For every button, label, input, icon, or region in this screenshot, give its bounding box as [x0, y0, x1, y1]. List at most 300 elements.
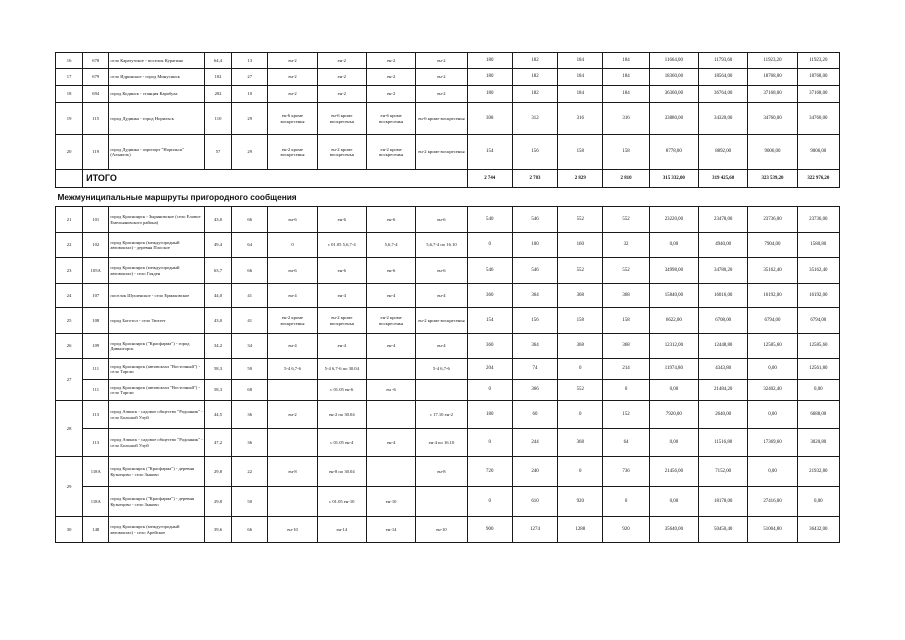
cell-d1: ен-2 кроме воскресенья	[268, 308, 317, 334]
cell-d4: ен-4	[416, 334, 467, 359]
cell-d4	[416, 487, 467, 517]
cell-v1: 6622,00	[649, 308, 698, 334]
cell-r4: 920	[603, 517, 649, 543]
cell-d1: ен-6 кроме воскресенья	[268, 103, 317, 135]
table-row	[56, 86, 840, 103]
cell-r1: 900	[467, 517, 512, 543]
cell-r3: 160	[558, 233, 603, 258]
cell-v1: 33880,00	[649, 103, 698, 135]
cell-v3: 16192,00	[748, 284, 797, 308]
cell-r3: 0	[558, 457, 603, 487]
cell-time: 29	[232, 135, 268, 170]
cell-d2: с 01.05 ен-4	[317, 429, 366, 457]
cell-code: 111	[83, 380, 109, 401]
cell-v1: 34998,00	[649, 258, 698, 284]
table-row	[56, 401, 840, 429]
cell-v2: 7152,00	[699, 457, 748, 487]
cell-d2: ен-4	[317, 284, 366, 308]
cell-r4: 368	[603, 334, 649, 359]
cell-v3: 7904,00	[748, 233, 797, 258]
cell-d3: ен-6	[366, 258, 415, 284]
cell-route: город Красноярск (междугородный автовокзал) - село Гляден	[109, 258, 205, 284]
cell-v3: 12585,60	[748, 334, 797, 359]
cell-r4: 0	[603, 380, 649, 401]
cell-d1: 5-4 6,7-6	[268, 359, 317, 380]
cell-r4: 64	[603, 429, 649, 457]
cell-r2: 312	[512, 103, 557, 135]
cell-n: 26	[56, 334, 83, 359]
cell-r2: 610	[512, 487, 557, 517]
cell-len: 29,8	[204, 457, 231, 487]
cell-r1: 0	[467, 233, 512, 258]
cell-r1: 0	[467, 380, 512, 401]
cell-v1: 21456,00	[649, 457, 698, 487]
cell-time: 66	[232, 207, 268, 233]
cell-v2: 21484,20	[699, 380, 748, 401]
cell-d2: ен-6	[317, 258, 366, 284]
cell-r1: 204	[467, 359, 512, 380]
cell-d3: ен-6	[366, 207, 415, 233]
cell-d4: ен-2	[416, 53, 467, 69]
cell-d4: ен-2 кроме воскресенья	[416, 135, 467, 170]
cell-len: 58,3	[204, 380, 231, 401]
cell-d3: ен -6	[366, 380, 415, 401]
cell-r1: 154	[467, 308, 512, 334]
cell-v4: 12561,80	[797, 359, 839, 380]
cell-r3: 552	[558, 380, 603, 401]
cell-d3: ен-14	[366, 517, 415, 543]
itogo-r4: 2 810	[603, 170, 649, 188]
cell-n: 16	[56, 53, 83, 69]
cell-r2: 182	[512, 86, 557, 103]
cell-n: 27	[56, 359, 83, 401]
cell-d2: ен-2 кроме воскресенья	[317, 135, 366, 170]
cell-d4: ен-6	[416, 207, 467, 233]
cell-d2: ен-4	[317, 334, 366, 359]
cell-v2: 18564,00	[699, 69, 748, 86]
cell-d2: 5-4 6,7-6 по 30.04	[317, 359, 366, 380]
cell-len: 44,5	[204, 401, 231, 429]
cell-d4: ен-6 кроме воскресенья	[416, 103, 467, 135]
cell-d2: ен-2 по 30.04	[317, 401, 366, 429]
cell-v4: 37168,00	[797, 86, 839, 103]
cell-v1: 8778,00	[649, 135, 698, 170]
cell-n: 23	[56, 258, 83, 284]
cell-route: город Ачинск - садовое общество "Родонник" - село Большой Улуй	[109, 401, 205, 429]
cell-r1: 180	[467, 69, 512, 86]
cell-r4: 158	[603, 308, 649, 334]
cell-r1: 546	[467, 258, 512, 284]
table-row	[56, 53, 840, 69]
cell-code: 101	[83, 207, 109, 233]
cell-r2: 156	[512, 308, 557, 334]
cell-r3: 184	[558, 53, 603, 69]
cell-n: 24	[56, 284, 83, 308]
cell-r4: 552	[603, 258, 649, 284]
cell-time: 41	[232, 308, 268, 334]
itogo-row	[56, 170, 840, 188]
cell-r1: 0	[467, 429, 512, 457]
cell-v3: 17369,60	[748, 429, 797, 457]
cell-route: город Боготол - село Тюхтет	[109, 308, 205, 334]
cell-d2: с 01.05 5,6,7-4	[317, 233, 366, 258]
cell-code: 102	[83, 233, 109, 258]
cell-v4: 3020,80	[797, 429, 839, 457]
cell-v4: 9006,00	[797, 135, 839, 170]
cell-d4: с 17.10 ен-2	[416, 401, 467, 429]
cell-v4: 6794,00	[797, 308, 839, 334]
cell-v3: 51004,80	[748, 517, 797, 543]
section-header-row	[56, 188, 840, 207]
cell-v2: 4343,80	[699, 359, 748, 380]
cell-r1: 180	[467, 401, 512, 429]
cell-r3: 920	[558, 487, 603, 517]
cell-v3: 0,00	[748, 457, 797, 487]
cell-d3	[366, 401, 415, 429]
cell-r2: 364	[512, 284, 557, 308]
cell-v2: 4940,00	[699, 233, 748, 258]
cell-r1: 360	[467, 284, 512, 308]
cell-r1: 180	[467, 86, 512, 103]
table-row	[56, 359, 840, 380]
cell-v2: 12448,80	[699, 334, 748, 359]
cell-d4: ен-6	[416, 258, 467, 284]
cell-r4: 32	[603, 233, 649, 258]
cell-r3: 158	[558, 135, 603, 170]
cell-r1: 308	[467, 103, 512, 135]
cell-len: 102	[204, 69, 231, 86]
cell-r3: 316	[558, 103, 603, 135]
cell-r3: 552	[558, 207, 603, 233]
cell-v3: 0,00	[748, 401, 797, 429]
cell-d3: ен-4	[366, 334, 415, 359]
cell-v2: 2640,00	[699, 401, 748, 429]
cell-d2: ен-2 кроме воскресенья	[317, 308, 366, 334]
cell-time: 41	[232, 284, 268, 308]
cell-d2: с 01.05 ен-10	[317, 487, 366, 517]
cell-d4: ен-8	[416, 457, 467, 487]
cell-r3: 158	[558, 308, 603, 334]
cell-n: 25	[56, 308, 83, 334]
cell-v3: 35162,40	[748, 258, 797, 284]
cell-code: 119	[83, 135, 109, 170]
cell-d3: ен-6 кроме воскресенья	[366, 103, 415, 135]
cell-d3: ен-2	[366, 69, 415, 86]
cell-d2: ен-6 кроме воскресенья	[317, 103, 366, 135]
cell-r3: 0	[558, 401, 603, 429]
cell-d2: ен-6	[317, 207, 366, 233]
cell-d3	[366, 359, 415, 380]
table-row	[56, 284, 840, 308]
cell-d1: ен-2	[268, 53, 317, 69]
cell-d2: с 01.05 ен-6	[317, 380, 366, 401]
table-row	[56, 308, 840, 334]
cell-d2: ен-14	[317, 517, 366, 543]
cell-len: 43,0	[204, 207, 231, 233]
cell-r3: 368	[558, 429, 603, 457]
cell-len: 43,0	[204, 308, 231, 334]
cell-v1: 23220,00	[649, 207, 698, 233]
cell-d2: ен-2	[317, 86, 366, 103]
cell-time: 50	[232, 359, 268, 380]
itogo-body	[56, 170, 840, 207]
cell-r4: 158	[603, 135, 649, 170]
cell-d2: ен-2	[317, 53, 366, 69]
cell-v4: 12585,60	[797, 334, 839, 359]
cell-time: 36	[232, 429, 268, 457]
cell-v1: 0,00	[649, 487, 698, 517]
cell-v1: 11974,80	[649, 359, 698, 380]
itogo-label: ИТОГО	[83, 170, 467, 188]
cell-v2: 36764,00	[699, 86, 748, 103]
table-row	[56, 487, 840, 517]
cell-r1: 720	[467, 457, 512, 487]
cell-r4: 736	[603, 457, 649, 487]
cell-d1: ен-2	[268, 69, 317, 86]
cell-v4: 0,00	[797, 487, 839, 517]
cell-n: 30	[56, 517, 83, 543]
cell-code: 118А	[83, 487, 109, 517]
cell-len: 49,4	[204, 233, 231, 258]
itogo-v1: 315 332,00	[649, 170, 698, 188]
cell-v1: 7920,00	[649, 401, 698, 429]
cell-route: город Красноярск (междугородный автовокзал) - деревня Плоское	[109, 233, 205, 258]
cell-v4: 18768,00	[797, 69, 839, 86]
cell-d1: ен-2	[268, 86, 317, 103]
cell-code: 111	[83, 359, 109, 380]
cell-r4: 368	[603, 284, 649, 308]
section-title: Межмуниципальные маршруты пригородного сообщения	[56, 188, 840, 207]
cell-v2: 18178,00	[699, 487, 748, 517]
cell-v4: 1580,80	[797, 233, 839, 258]
cell-v4: 21932,80	[797, 457, 839, 487]
cell-d4: ен-4 по 16.10	[416, 429, 467, 457]
itogo-v3: 323 539,20	[748, 170, 797, 188]
cell-route: поселок Шушенское - село Ермаковское	[109, 284, 205, 308]
routes-table	[55, 52, 840, 543]
cell-d1: ен-6	[268, 207, 317, 233]
cell-code: 679	[83, 69, 109, 86]
cell-code: 107	[83, 284, 109, 308]
table-row	[56, 380, 840, 401]
cell-v2: 6708,00	[699, 308, 748, 334]
cell-n: 28	[56, 401, 83, 457]
cell-v3: 18768,00	[748, 69, 797, 86]
cell-len: 64,4	[204, 53, 231, 69]
cell-code: 108	[83, 308, 109, 334]
cell-time: 50	[232, 487, 268, 517]
cell-d1: 0	[268, 233, 317, 258]
cell-r2: 1274	[512, 517, 557, 543]
group1-body	[56, 53, 840, 170]
cell-v2: 11793,60	[699, 53, 748, 69]
cell-r4: 316	[603, 103, 649, 135]
cell-d4	[416, 380, 467, 401]
cell-v3: 11923,20	[748, 53, 797, 69]
table-row	[56, 69, 840, 86]
cell-r4: 184	[603, 53, 649, 69]
cell-time: 64	[232, 233, 268, 258]
cell-v1: 15840,00	[649, 284, 698, 308]
cell-code: 113	[83, 429, 109, 457]
table-row	[56, 429, 840, 457]
cell-route: город Красноярск (автовокзал "Восточный") - село Таргаи	[109, 380, 205, 401]
table-row	[56, 457, 840, 487]
cell-d4: 5-4 6,7-6	[416, 359, 467, 380]
cell-time: 22	[232, 457, 268, 487]
cell-route: село Каратузское - поселок Курагино	[109, 53, 205, 69]
cell-r2: 60	[512, 401, 557, 429]
cell-r2: 364	[512, 334, 557, 359]
cell-v1: 36360,00	[649, 86, 698, 103]
cell-d1	[268, 429, 317, 457]
cell-code: 105А	[83, 258, 109, 284]
cell-time: 27	[232, 69, 268, 86]
cell-d4: ен-4	[416, 284, 467, 308]
cell-v3: 0,00	[748, 359, 797, 380]
cell-r2: 546	[512, 207, 557, 233]
cell-code: 118А	[83, 457, 109, 487]
itogo-r1: 2 744	[467, 170, 512, 188]
cell-len: 63,7	[204, 258, 231, 284]
cell-len: 34,2	[204, 334, 231, 359]
cell-v3: 34760,00	[748, 103, 797, 135]
cell-r1: 0	[467, 487, 512, 517]
cell-d1: ен-10	[268, 517, 317, 543]
cell-r4: 184	[603, 69, 649, 86]
cell-v4: 11923,20	[797, 53, 839, 69]
cell-route: город Красноярск (междугородный автовокзал) - село Арейское	[109, 517, 205, 543]
cell-code: 678	[83, 53, 109, 69]
cell-d4: 5,6,7-4 по 16.10	[416, 233, 467, 258]
table-row	[56, 334, 840, 359]
cell-r3: 1288	[558, 517, 603, 543]
cell-v3: 27416,00	[748, 487, 797, 517]
cell-route: город Красноярск ("Красфарма") - город Дивногорск	[109, 334, 205, 359]
itogo-r2: 2 783	[512, 170, 557, 188]
cell-route: город Красноярск ("Красфарма") - деревня Кузнецово - село Зыково	[109, 457, 205, 487]
table-row	[56, 258, 840, 284]
cell-r2: 156	[512, 135, 557, 170]
cell-d3: ен-4	[366, 429, 415, 457]
cell-r2: 100	[512, 233, 557, 258]
cell-route: город Кодинск - станция Карабула	[109, 86, 205, 103]
cell-v1: 12312,00	[649, 334, 698, 359]
cell-route: город Красноярск - Зыряновское (село Еловое Емельяновского района)	[109, 207, 205, 233]
cell-route: село Идринское - город Минусинск	[109, 69, 205, 86]
cell-time: 34	[232, 334, 268, 359]
cell-code: 109	[83, 334, 109, 359]
cell-len: 110	[204, 103, 231, 135]
cell-r2: 182	[512, 69, 557, 86]
cell-v2: 16016,00	[699, 284, 748, 308]
cell-d3: 5,6,7-4	[366, 233, 415, 258]
cell-v2: 11516,80	[699, 429, 748, 457]
cell-r1: 540	[467, 207, 512, 233]
cell-r1: 360	[467, 334, 512, 359]
cell-time: 36	[232, 401, 268, 429]
cell-d4: ен-2	[416, 69, 467, 86]
cell-v4: 35162,40	[797, 258, 839, 284]
cell-r3: 368	[558, 334, 603, 359]
cell-len: 39,6	[204, 517, 231, 543]
cell-d3: ен-2 кроме воскресенья	[366, 135, 415, 170]
cell-route: город Красноярск (автовокзал "Восточный") - село Таргаи	[109, 359, 205, 380]
cell-v1: 18360,00	[649, 69, 698, 86]
cell-r4: 0	[603, 487, 649, 517]
cell-r1: 154	[467, 135, 512, 170]
cell-v2: 8892,00	[699, 135, 748, 170]
cell-d1: ен-4	[268, 334, 317, 359]
cell-time: 10	[232, 86, 268, 103]
cell-r4: 152	[603, 401, 649, 429]
cell-r2: 366	[512, 380, 557, 401]
cell-d3: ен-10	[366, 487, 415, 517]
cell-time: 66	[232, 517, 268, 543]
itogo-v4: 322 976,20	[797, 170, 839, 188]
cell-v3: 6794,00	[748, 308, 797, 334]
cell-v2: 50450,40	[699, 517, 748, 543]
cell-time: 13	[232, 53, 268, 69]
cell-r3: 552	[558, 258, 603, 284]
cell-n: 21	[56, 207, 83, 233]
cell-code: 113	[83, 401, 109, 429]
group2-body	[56, 207, 840, 543]
cell-route: город Красноярск ("Красфарма") - деревня Кузнецово - село Зыково	[109, 487, 205, 517]
cell-d1	[268, 487, 317, 517]
cell-code: 115	[83, 103, 109, 135]
cell-d1: ен-6	[268, 258, 317, 284]
cell-v4: 23736,00	[797, 207, 839, 233]
itogo-v2: 319 425,60	[699, 170, 748, 188]
cell-time: 29	[232, 103, 268, 135]
cell-r4: 214	[603, 359, 649, 380]
cell-d4: ен-2	[416, 86, 467, 103]
cell-code: 694	[83, 86, 109, 103]
cell-v3: 37168,00	[748, 86, 797, 103]
cell-time: 68	[232, 380, 268, 401]
document-page	[55, 52, 840, 543]
cell-len: 29,8	[204, 487, 231, 517]
cell-n: 18	[56, 86, 83, 103]
table-row	[56, 517, 840, 543]
cell-d1: ен-2 кроме воскресенья	[268, 135, 317, 170]
cell-r3: 0	[558, 359, 603, 380]
cell-d3: ен-4	[366, 284, 415, 308]
cell-v1: 11664,00	[649, 53, 698, 69]
table-row	[56, 135, 840, 170]
cell-r3: 368	[558, 284, 603, 308]
cell-r2: 546	[512, 258, 557, 284]
table-row	[56, 207, 840, 233]
table-row	[56, 233, 840, 258]
cell-len: 44,0	[204, 284, 231, 308]
cell-time: 66	[232, 258, 268, 284]
itogo-empty-cell	[56, 170, 83, 188]
itogo-r3: 2 829	[558, 170, 603, 188]
cell-r2: 182	[512, 53, 557, 69]
cell-r4: 184	[603, 86, 649, 103]
cell-r2: 74	[512, 359, 557, 380]
cell-len: 202	[204, 86, 231, 103]
cell-r2: 244	[512, 429, 557, 457]
cell-n: 29	[56, 457, 83, 517]
cell-d3	[366, 457, 415, 487]
cell-d2: ен-8 по 30.04	[317, 457, 366, 487]
cell-d1	[268, 380, 317, 401]
cell-v1: 0,00	[649, 233, 698, 258]
cell-v3: 23736,00	[748, 207, 797, 233]
